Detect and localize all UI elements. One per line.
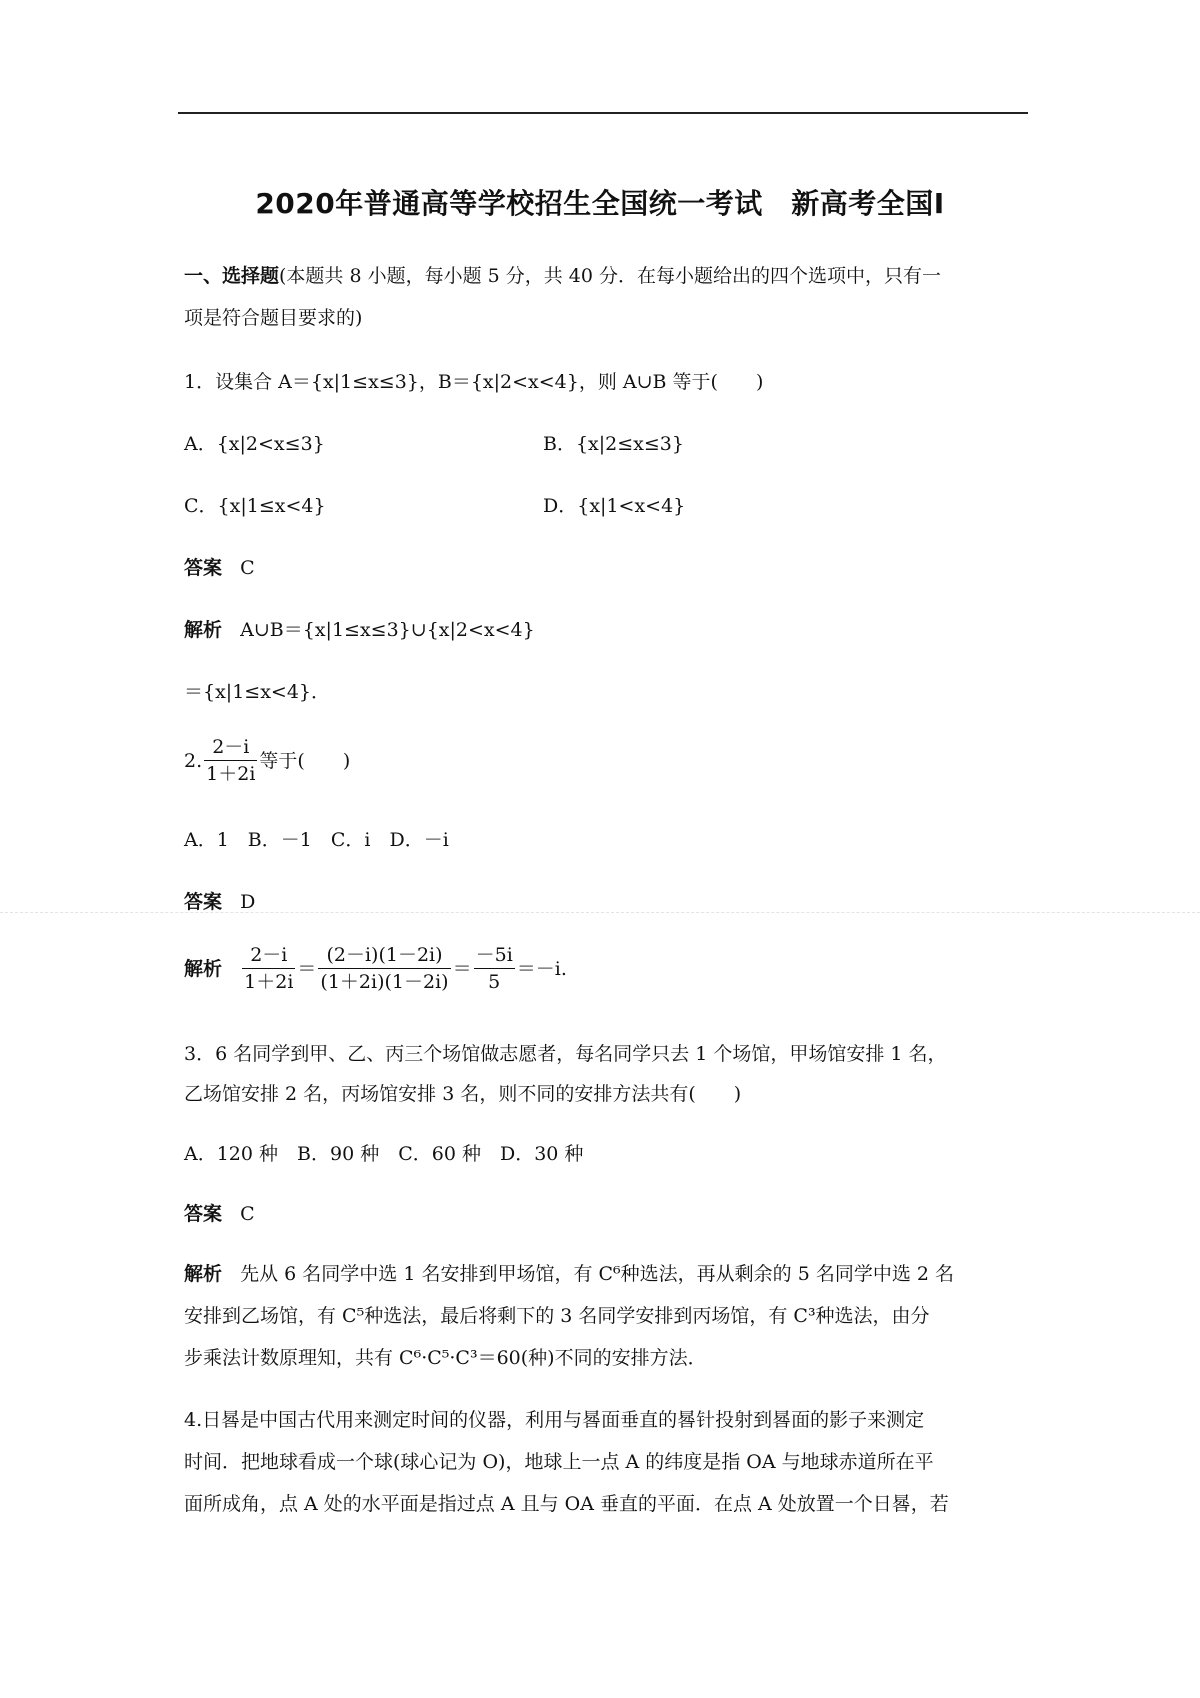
- q1-option-d: D．{x|1<x<4}: [543, 495, 686, 517]
- fraction-numerator: 2－i: [242, 942, 295, 969]
- q3-answer: [184, 1200, 255, 1228]
- header-rule: [178, 112, 1028, 114]
- q3-analysis-line3: 步乘法计数原理知，共有 C⁶·C⁵·C³＝60(种)不同的安排方法．: [184, 1347, 707, 1369]
- answer-label: 答案: [184, 557, 223, 579]
- q3-analysis-line1: 先从 6 名同学中选 1 名安排到甲场馆，有 C⁶种选法，再从剩余的 5 名同学中选 2 名: [240, 1263, 955, 1285]
- q1-option-c: C．{x|1≤x<4}: [184, 495, 326, 517]
- q2-answer-value: D: [240, 891, 256, 913]
- fraction-denominator: 5: [488, 971, 501, 993]
- q1-analysis-line1: A∪B＝{x|1≤x≤3}∪{x|2<x<4}: [240, 619, 535, 641]
- q3-stem-line1: 3．6 名同学到甲、乙、丙三个场馆做志愿者，每名同学只去 1 个场馆，甲场馆安排 1 名，: [184, 1043, 947, 1065]
- q4-stem-line1: 4.日晷是中国古代用来测定时间的仪器，利用与晷面垂直的晷针投射到晷面的影子来测定: [184, 1409, 925, 1431]
- q4-stem-line3: 面所成角，点 A 处的水平面是指过点 A 且与 OA 垂直的平面．在点 A 处放置一个日晷，若: [184, 1493, 949, 1515]
- q2-number: 2.: [184, 749, 203, 772]
- q3-analysis-line2: 安排到乙场馆，有 C⁵种选法，最后将剩下的 3 名同学安排到丙场馆，有 C³种选法，由分: [184, 1305, 930, 1327]
- q1-answer: [184, 554, 255, 582]
- q1-option-b: B．{x|2≤x≤3}: [543, 433, 684, 455]
- fraction-denominator: 1＋2i: [244, 971, 294, 993]
- q2-analysis-result: ＝－i.: [516, 957, 567, 980]
- section-desc-line2: 项是符合题目要求的): [184, 307, 363, 329]
- q3-stem-line2: 乙场馆安排 2 名，丙场馆安排 3 名，则不同的安排方法共有( ): [184, 1083, 742, 1105]
- q1-analysis: [184, 616, 535, 644]
- q2-answer: [184, 888, 255, 916]
- q2-fraction-numerator: 2－i: [204, 734, 257, 761]
- q1-analysis-line2: ＝{x|1≤x<4}．: [184, 681, 331, 703]
- q2-analysis-fraction-3: [474, 942, 515, 995]
- q3-answer-value: C: [240, 1203, 255, 1225]
- q2-stem: [184, 734, 350, 787]
- q2-analysis: [184, 942, 567, 995]
- q4-stem-line2: 时间．把地球看成一个球(球心记为 O)，地球上一点 A 的纬度是指 OA 与地球赤道所在平: [184, 1451, 934, 1473]
- section-intro: [184, 262, 941, 290]
- q1-option-a: A．{x|2<x≤3}: [184, 433, 325, 455]
- q2-options: A．1 B．－1 C．i D．－i: [184, 829, 449, 851]
- page-divider: [0, 912, 1200, 913]
- q1-stem: 1．设集合 A＝{x|1≤x≤3}，B＝{x|2<x<4}，则 A∪B 等于( ): [184, 371, 764, 393]
- fraction-numerator: －5i: [474, 942, 515, 969]
- analysis-label: 解析: [184, 1263, 223, 1285]
- exam-title: 2020年普通高等学校招生全国统一考试 新高考全国Ⅰ: [255, 187, 945, 220]
- q3-options: A．120 种 B．90 种 C．60 种 D．30 种: [184, 1143, 584, 1165]
- q1-answer-value: C: [240, 557, 255, 579]
- q2-analysis-fraction-1: [242, 942, 295, 995]
- answer-label: 答案: [184, 891, 223, 913]
- section-desc-line1: (本题共 8 小题，每小题 5 分，共 40 分．在每小题给出的四个选项中，只有一: [279, 265, 942, 287]
- fraction-denominator: (1＋2i)(1－2i): [320, 971, 449, 993]
- fraction-numerator: (2－i)(1－2i): [318, 942, 450, 969]
- q2-analysis-fraction-2: [318, 942, 450, 995]
- q2-stem-tail: 等于( ): [259, 749, 351, 772]
- analysis-label: 解析: [184, 619, 223, 641]
- equals-sign: ＝: [452, 957, 472, 980]
- equals-sign: ＝: [297, 957, 317, 980]
- answer-label: 答案: [184, 1203, 223, 1225]
- q2-fraction: [204, 734, 257, 787]
- section-heading: 一、选择题: [184, 265, 280, 287]
- q3-analysis: [184, 1260, 954, 1288]
- analysis-label: 解析: [184, 957, 223, 980]
- q2-fraction-denominator: 1＋2i: [206, 763, 256, 785]
